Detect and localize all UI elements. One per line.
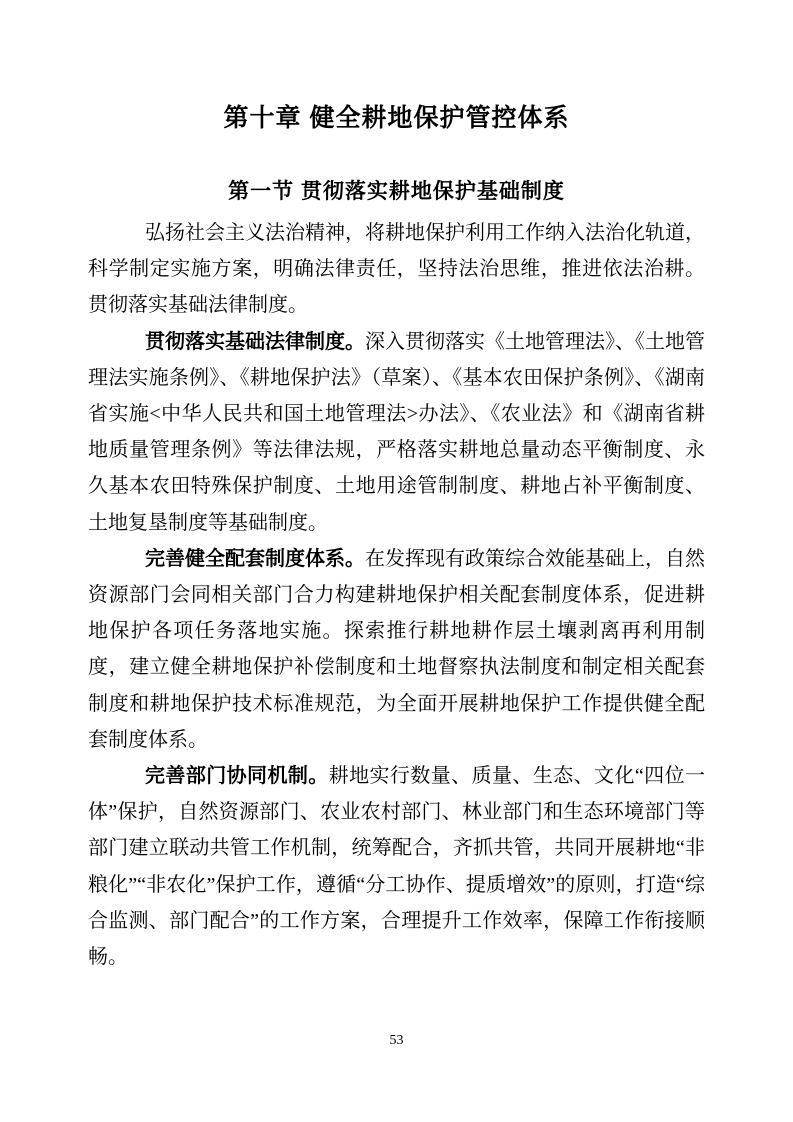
page-number: 53 (389, 1033, 404, 1048)
paragraph-supporting-system (88, 541, 705, 758)
paragraph-text: 耕地实行数量、质量、生态、文化“四位一体”保护，自然资源部门、农业农村部门、林业部门和生态环境部门等部门建立联动共管工作机制，统筹配合，齐抓共管，共同开展耕地“非粮化”“非农化”保护工作，遵循“分工协作、提质增效”的原则，打造“综合监测、部门配合”的工作方案，合理提升工作效率，保障工作衔接顺畅。 (88, 765, 705, 969)
paragraph-basic-legal-system (88, 324, 705, 541)
paragraph-intro (88, 215, 705, 324)
paragraph-text: 在发挥现有政策综合效能基础上，自然资源部门会同相关部门合力构建耕地保护相关配套制度体系，促进耕地保护各项任务落地实施。探索推行耕地耕作层土壤剥离再利用制度，建立健全耕地保护补偿制度和土地督察执法制度和制定相关配套制度和耕地保护技术标准规范，为全面开展耕地保护工作提供健全配套制度体系。 (88, 547, 705, 751)
document-body (88, 215, 705, 975)
section-title: 第一节 贯彻落实耕地保护基础制度 (228, 180, 565, 203)
paragraph-text: 深入贯彻落实《土地管理法》、《土地管理法实施条例》、《耕地保护法》（草案）、《基本农田保护条例》、《湖南省实施<中华人民共和国土地管理法>办法》、《农业法》和《湖南省耕地质量管理条例》等法律法规，严格落实耕地总量动态平衡制度、永久基本农田特殊保护制度、土地用途管制制度、耕地占补平衡制度、土地复垦制度等基础制度。 (88, 330, 705, 534)
paragraph-text: 弘扬社会主义法治精神，将耕地保护利用工作纳入法治化轨道，科学制定实施方案，明确法律责任，坚持法治思维，推进依法治耕。贯彻落实基础法律制度。 (88, 222, 705, 317)
paragraph-lead: 完善健全配套制度体系。 (145, 547, 365, 570)
page-content (88, 0, 705, 975)
paragraph-lead: 完善部门协同机制。 (145, 765, 329, 788)
paragraph-lead: 贯彻落实基础法律制度。 (145, 330, 365, 353)
paragraph-department-coordination (88, 758, 705, 975)
chapter-title: 第十章 健全耕地保护管控体系 (223, 104, 570, 132)
